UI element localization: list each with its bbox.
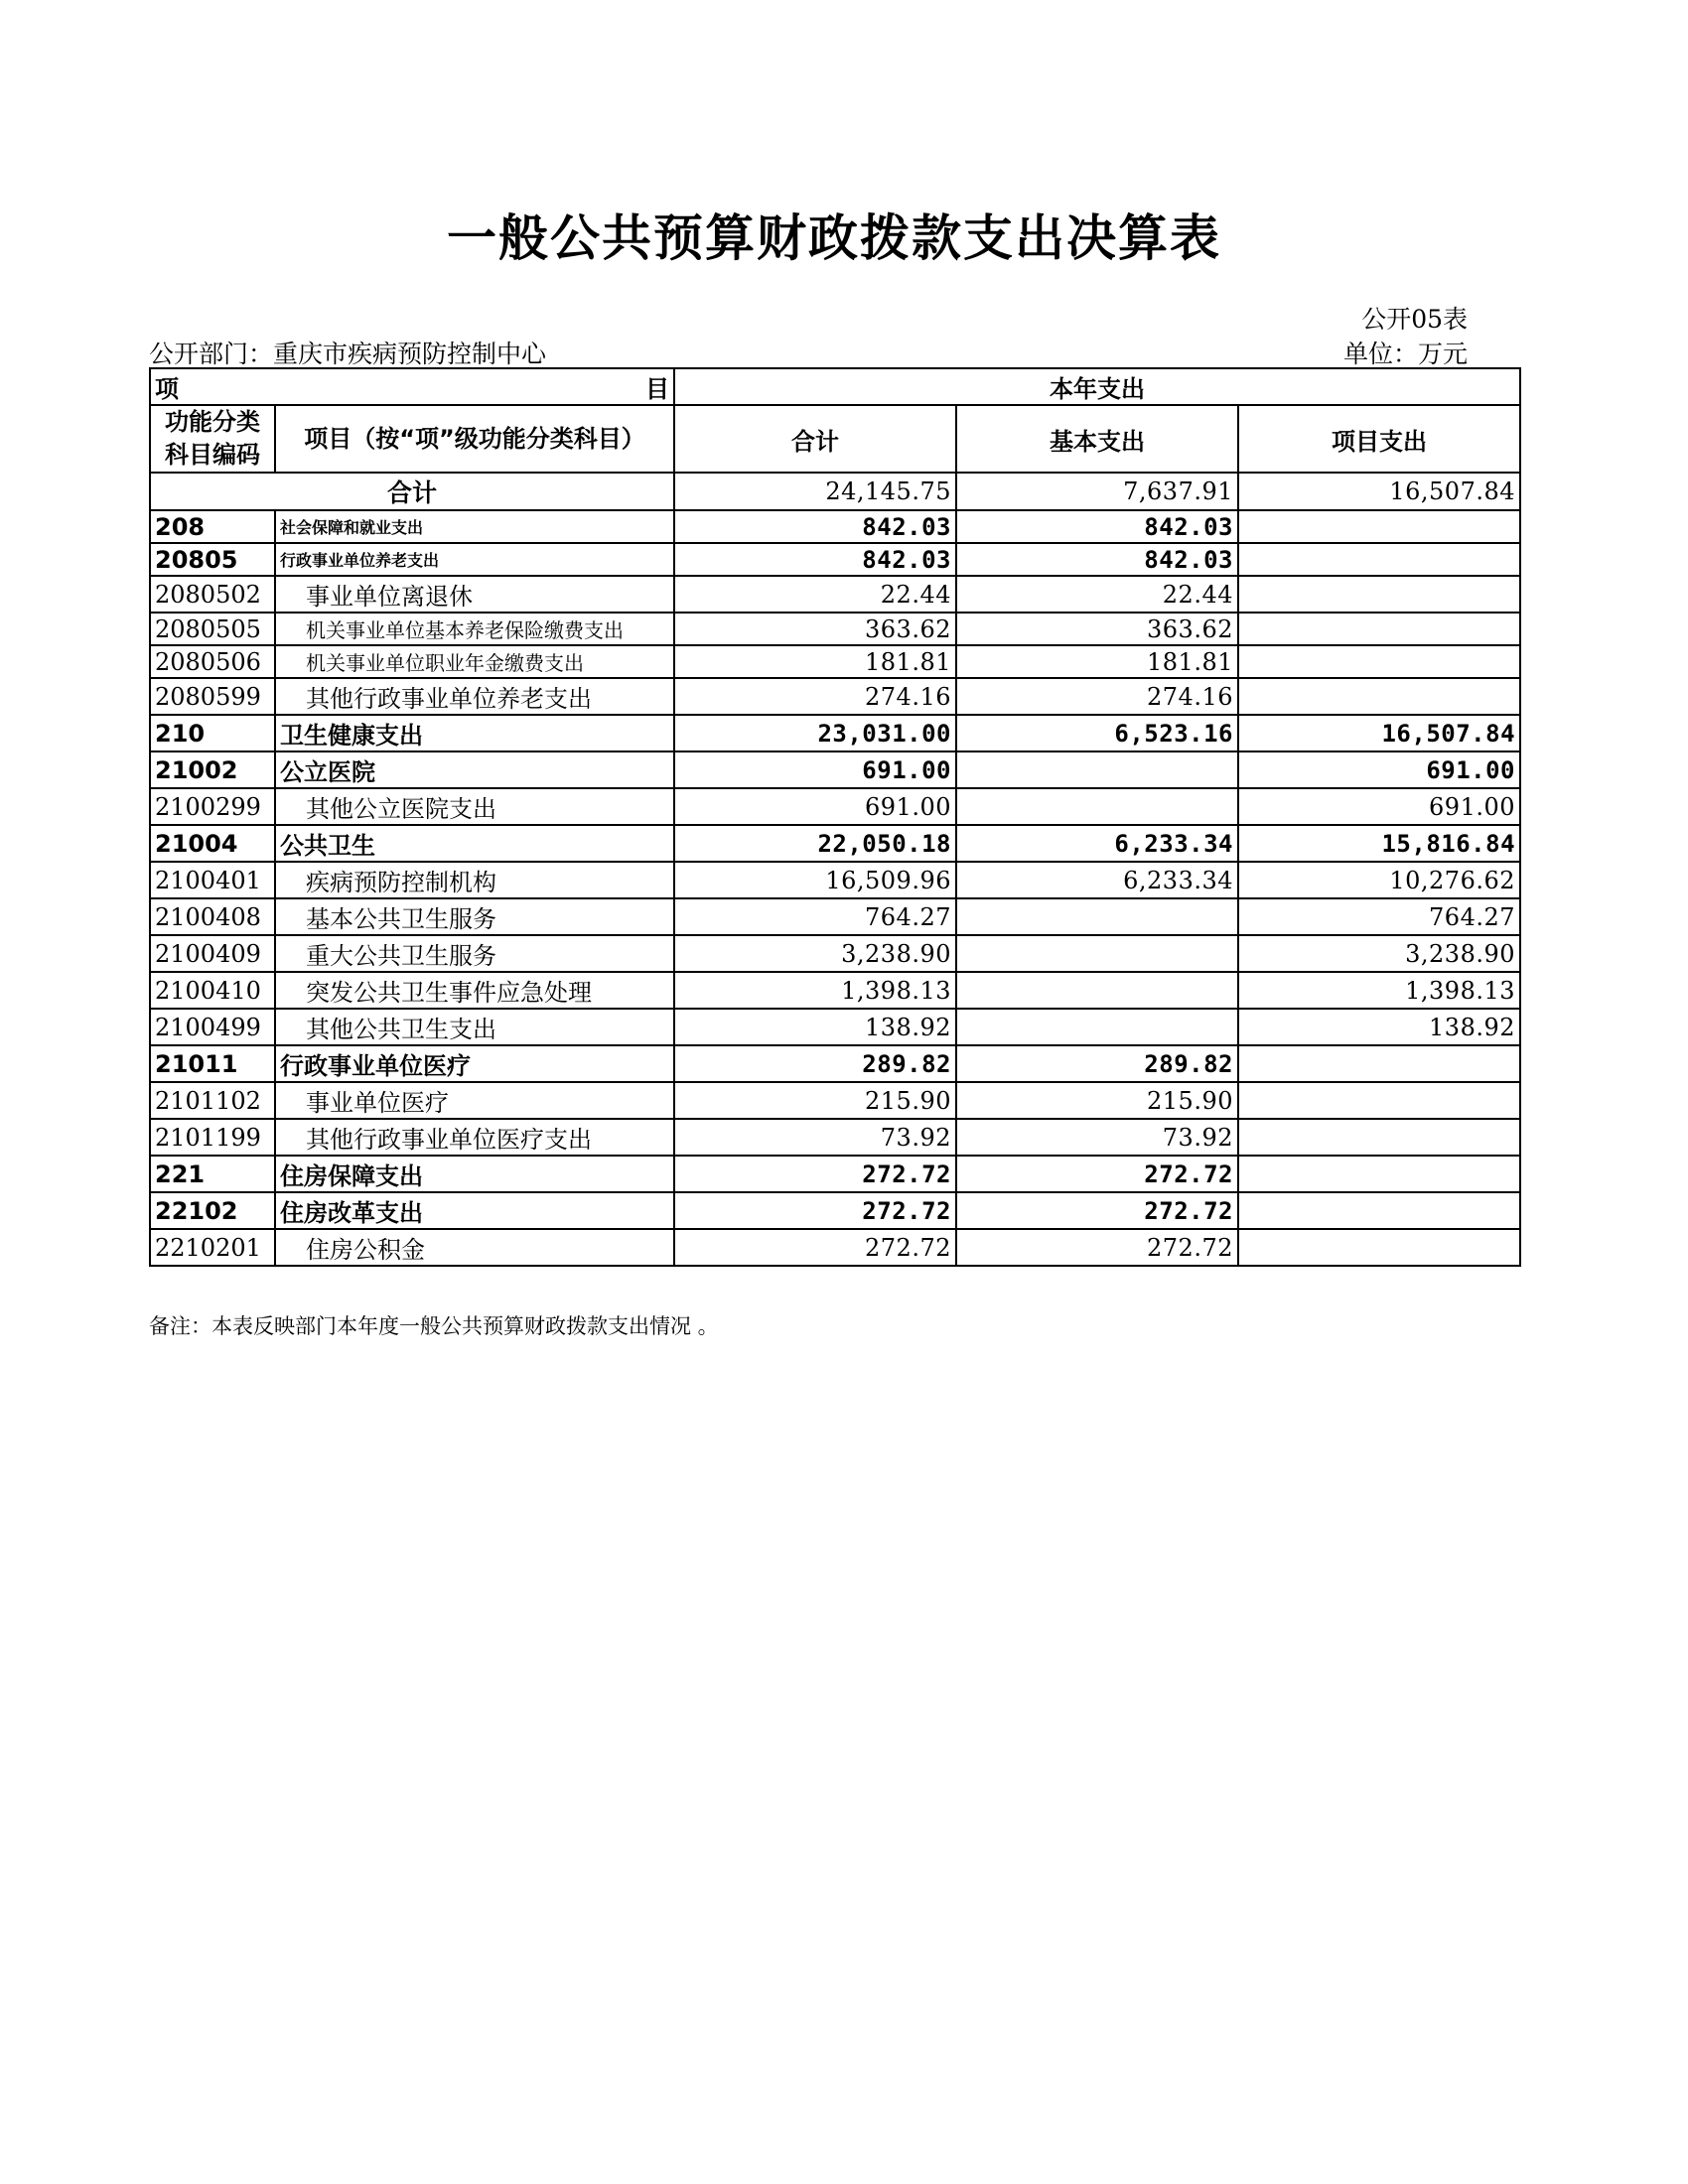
row-code: 2100299 — [150, 788, 275, 825]
row-name: 疾病预防控制机构 — [275, 862, 674, 898]
row-project — [1238, 1192, 1520, 1229]
row-code: 2080506 — [150, 645, 275, 678]
current-year-header: 本年支出 — [674, 368, 1520, 405]
row-code: 20805 — [150, 543, 275, 576]
row-name: 其他行政事业单位养老支出 — [275, 678, 674, 715]
row-total: 181.81 — [674, 645, 956, 678]
row-total: 215.90 — [674, 1082, 956, 1119]
row-code: 208 — [150, 510, 275, 543]
row-total: 3,238.90 — [674, 935, 956, 972]
row-basic: 6,523.16 — [956, 715, 1238, 751]
row-name: 公共卫生 — [275, 825, 674, 862]
total-col-header: 合计 — [674, 405, 956, 473]
row-code: 2101199 — [150, 1119, 275, 1156]
row-basic: 6,233.34 — [956, 825, 1238, 862]
row-total: 842.03 — [674, 543, 956, 576]
row-total: 764.27 — [674, 898, 956, 935]
row-code: 2100499 — [150, 1009, 275, 1045]
row-total: 691.00 — [674, 788, 956, 825]
row-total: 138.92 — [674, 1009, 956, 1045]
table-row — [150, 1009, 1520, 1045]
row-code: 22102 — [150, 1192, 275, 1229]
row-code: 2080505 — [150, 613, 275, 645]
row-project — [1238, 1229, 1520, 1266]
row-name: 其他公立医院支出 — [275, 788, 674, 825]
table-row — [150, 788, 1520, 825]
row-total: 22,050.18 — [674, 825, 956, 862]
row-code: 2100409 — [150, 935, 275, 972]
row-code: 2210201 — [150, 1229, 275, 1266]
row-code: 21002 — [150, 751, 275, 788]
row-project — [1238, 1082, 1520, 1119]
table-row — [150, 972, 1520, 1009]
total-row-total: 24,145.75 — [674, 473, 956, 510]
row-total: 23,031.00 — [674, 715, 956, 751]
row-name: 行政事业单位医疗 — [275, 1045, 674, 1082]
table-row — [150, 678, 1520, 715]
row-project: 1,398.13 — [1238, 972, 1520, 1009]
row-code: 210 — [150, 715, 275, 751]
row-name: 机关事业单位职业年金缴费支出 — [275, 645, 674, 678]
row-code: 2080502 — [150, 576, 275, 613]
row-code: 2100401 — [150, 862, 275, 898]
row-total: 272.72 — [674, 1192, 956, 1229]
total-row-label: 合计 — [150, 473, 674, 510]
row-project: 691.00 — [1238, 751, 1520, 788]
table-row — [150, 543, 1520, 576]
row-basic — [956, 935, 1238, 972]
row-total: 22.44 — [674, 576, 956, 613]
row-total: 272.72 — [674, 1156, 956, 1192]
table-row — [150, 1192, 1520, 1229]
row-code: 221 — [150, 1156, 275, 1192]
row-name: 行政事业单位养老支出 — [275, 543, 674, 576]
row-name: 事业单位医疗 — [275, 1082, 674, 1119]
row-project — [1238, 543, 1520, 576]
row-basic: 73.92 — [956, 1119, 1238, 1156]
row-basic — [956, 898, 1238, 935]
table-row — [150, 751, 1520, 788]
table-row — [150, 613, 1520, 645]
row-basic: 842.03 — [956, 543, 1238, 576]
header-row-sub — [150, 405, 1520, 473]
row-total: 1,398.13 — [674, 972, 956, 1009]
unit-label: 单位：万元 — [1342, 340, 1468, 368]
row-code: 2100408 — [150, 898, 275, 935]
row-total: 289.82 — [674, 1045, 956, 1082]
expenditure-table — [149, 367, 1521, 1267]
row-name: 住房保障支出 — [275, 1156, 674, 1192]
row-project — [1238, 678, 1520, 715]
row-project: 3,238.90 — [1238, 935, 1520, 972]
row-basic: 22.44 — [956, 576, 1238, 613]
department-label: 公开部门：重庆市疾病预防控制中心 — [149, 340, 547, 368]
footnote: 备注：本表反映部门本年度一般公共预算财政拨款支出情况 。 — [149, 1314, 719, 1338]
row-basic: 272.72 — [956, 1192, 1238, 1229]
row-basic: 289.82 — [956, 1045, 1238, 1082]
row-name: 住房公积金 — [275, 1229, 674, 1266]
row-total: 16,509.96 — [674, 862, 956, 898]
table-row — [150, 862, 1520, 898]
table-row — [150, 935, 1520, 972]
row-name: 卫生健康支出 — [275, 715, 674, 751]
row-name: 社会保障和就业支出 — [275, 510, 674, 543]
table-row — [150, 576, 1520, 613]
row-code: 2080599 — [150, 678, 275, 715]
row-project: 138.92 — [1238, 1009, 1520, 1045]
row-project — [1238, 1045, 1520, 1082]
row-name: 基本公共卫生服务 — [275, 898, 674, 935]
row-name: 公立医院 — [275, 751, 674, 788]
form-number: 公开05表 — [1361, 305, 1468, 334]
table-row — [150, 1045, 1520, 1082]
table-row — [150, 715, 1520, 751]
row-project: 16,507.84 — [1238, 715, 1520, 751]
row-basic — [956, 972, 1238, 1009]
row-total: 274.16 — [674, 678, 956, 715]
row-code: 21004 — [150, 825, 275, 862]
row-name: 事业单位离退休 — [275, 576, 674, 613]
table-row — [150, 1229, 1520, 1266]
row-code: 2100410 — [150, 972, 275, 1009]
row-basic: 272.72 — [956, 1156, 1238, 1192]
row-basic: 274.16 — [956, 678, 1238, 715]
row-project: 15,816.84 — [1238, 825, 1520, 862]
item-header-right: 目 — [645, 375, 669, 403]
row-name: 机关事业单位基本养老保险缴费支出 — [275, 613, 674, 645]
row-project: 10,276.62 — [1238, 862, 1520, 898]
row-total: 272.72 — [674, 1229, 956, 1266]
row-project — [1238, 1119, 1520, 1156]
row-project — [1238, 576, 1520, 613]
row-basic: 6,233.34 — [956, 862, 1238, 898]
total-row-project: 16,507.84 — [1238, 473, 1520, 510]
table-row — [150, 645, 1520, 678]
code-col-header: 功能分类科目编码 — [150, 405, 275, 473]
row-name: 突发公共卫生事件应急处理 — [275, 972, 674, 1009]
row-basic: 215.90 — [956, 1082, 1238, 1119]
row-name: 住房改革支出 — [275, 1192, 674, 1229]
name-col-header: 项目（按“项”级功能分类科目） — [275, 405, 674, 473]
page-title: 一般公共预算财政拨款支出决算表 — [447, 209, 1221, 267]
row-project — [1238, 510, 1520, 543]
table-row — [150, 825, 1520, 862]
row-basic — [956, 1009, 1238, 1045]
project-col-header: 项目支出 — [1238, 405, 1520, 473]
row-total: 73.92 — [674, 1119, 956, 1156]
item-header — [150, 368, 674, 405]
row-project — [1238, 613, 1520, 645]
row-code: 21011 — [150, 1045, 275, 1082]
row-name: 重大公共卫生服务 — [275, 935, 674, 972]
row-basic: 842.03 — [956, 510, 1238, 543]
row-basic — [956, 788, 1238, 825]
row-total: 691.00 — [674, 751, 956, 788]
table-row — [150, 898, 1520, 935]
row-project — [1238, 1156, 1520, 1192]
row-project: 691.00 — [1238, 788, 1520, 825]
table-row — [150, 1119, 1520, 1156]
table-row — [150, 1156, 1520, 1192]
row-total: 842.03 — [674, 510, 956, 543]
header-row-top — [150, 368, 1520, 405]
basic-col-header: 基本支出 — [956, 405, 1238, 473]
row-project — [1238, 645, 1520, 678]
row-basic: 181.81 — [956, 645, 1238, 678]
row-code: 2101102 — [150, 1082, 275, 1119]
row-total: 363.62 — [674, 613, 956, 645]
item-header-left: 项 — [155, 375, 179, 403]
row-basic — [956, 751, 1238, 788]
row-name: 其他行政事业单位医疗支出 — [275, 1119, 674, 1156]
row-basic: 363.62 — [956, 613, 1238, 645]
row-basic: 272.72 — [956, 1229, 1238, 1266]
table-row — [150, 510, 1520, 543]
total-row — [150, 473, 1520, 510]
row-project: 764.27 — [1238, 898, 1520, 935]
table-row — [150, 1082, 1520, 1119]
row-name: 其他公共卫生支出 — [275, 1009, 674, 1045]
total-row-basic: 7,637.91 — [956, 473, 1238, 510]
